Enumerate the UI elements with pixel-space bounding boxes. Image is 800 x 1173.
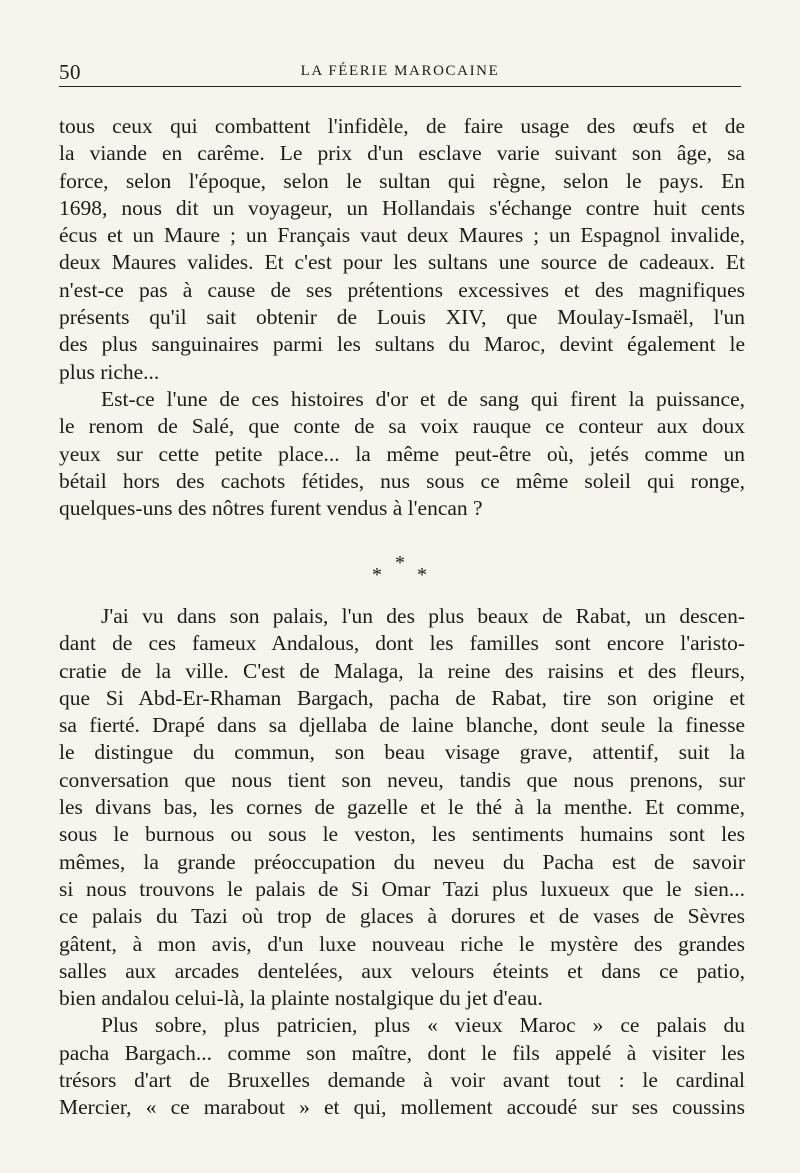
- text-line: cratie de la ville. C'est de Malaga, la reine des raisins et des fleurs,: [59, 658, 745, 683]
- text-line: yeux sur cette petite place... la même peut-être où, jetés comme un: [59, 441, 745, 466]
- text-line: des plus sanguinaires parmi les sultans du Maroc, devint également le: [59, 332, 745, 357]
- text-line: la viande en carême. Le prix d'un esclave varie suivant son âge, sa: [59, 141, 745, 166]
- text-line: les divans bas, les cornes de gazelle et le thé à la menthe. Et comme,: [59, 795, 745, 820]
- running-title: LA FÉERIE MAROCAINE: [300, 63, 500, 79]
- text-line: conversation que nous tient son neveu, tandis que nous prenons, sur: [59, 767, 745, 792]
- text-line: bien andalou celui-là, la plainte nostalgique du jet d'eau.: [59, 986, 543, 1011]
- page-number: 50: [59, 60, 81, 84]
- text-line: bétail hors des cachots fétides, nus sous ce même soleil qui ronge,: [59, 468, 745, 493]
- text-line: le renom de Salé, que conte de sa voix rauque ce conteur aux doux: [59, 414, 745, 439]
- text-line: salles aux arcades dentelées, aux velours éteints et dans ce patio,: [59, 958, 745, 983]
- asterisk: *: [395, 552, 405, 574]
- asterisk: *: [372, 564, 382, 586]
- text-line: 1698, nous dit un voyageur, un Hollandais s'échange contre huit cents: [59, 195, 745, 220]
- text-line: Plus sobre, plus patricien, plus « vieux Maroc » ce palais du: [101, 1013, 745, 1038]
- text-line: plus riche...: [59, 359, 160, 384]
- text-line: que Si Abd-Er-Rhaman Bargach, pacha de Rabat, tire son origine et: [59, 685, 745, 710]
- section-separator: [0, 552, 800, 586]
- text-line: dant de ces fameux Andalous, dont les familles sont encore l'aristo-: [59, 631, 745, 656]
- text-line: quelques-uns des nôtres furent vendus à l'encan ?: [59, 496, 483, 521]
- text-line: force, selon l'époque, selon le sultan qui règne, selon le pays. En: [59, 168, 745, 193]
- running-header: [59, 60, 741, 87]
- text-line: deux Maures valides. Et c'est pour les sultans une source de cadeaux. Et: [59, 250, 745, 275]
- section-one: [59, 113, 745, 522]
- text-line: Mercier, « ce marabout » et qui, mollement accoudé sur ses coussins: [59, 1095, 745, 1120]
- text-line: si nous trouvons le palais de Si Omar Tazi plus luxueux que le sien...: [59, 876, 745, 901]
- text-line: n'est-ce pas à cause de ses prétentions excessives et des magnifiques: [59, 277, 745, 302]
- text-line: pacha Bargach... comme son maître, dont le fils appelé à visiter les: [59, 1040, 745, 1065]
- text-line: sous le burnous ou sous le veston, les sentiments humains sont les: [59, 822, 745, 847]
- text-line: J'ai vu dans son palais, l'un des plus beaux de Rabat, un descen-: [101, 604, 745, 628]
- text-line: trésors d'art de Bruxelles demande à voir avant tout : le cardinal: [59, 1068, 745, 1093]
- asterisk: *: [417, 564, 427, 586]
- text-line: sa fierté. Drapé dans sa djellaba de laine blanche, dont seule la finesse: [59, 713, 745, 738]
- section-two: [59, 603, 745, 1122]
- text-line: gâtent, à mon avis, d'un luxe nouveau riche le mystère des grandes: [59, 931, 745, 956]
- text-line: mêmes, la grande préoccupation du neveu du Pacha est de savoir: [59, 849, 745, 874]
- text-line: écus et un Maure ; un Français vaut deux Maures ; un Espagnol invalide,: [59, 223, 745, 248]
- text-line: présents qu'il sait obtenir de Louis XIV, que Moulay-Ismaël, l'un: [59, 305, 745, 330]
- text-line: tous ceux qui combattent l'infidèle, de faire usage des œufs et de: [59, 114, 745, 138]
- text-line: ce palais du Tazi où trop de glaces à dorures et de vases de Sèvres: [59, 904, 745, 929]
- text-line: le distingue du commun, son beau visage grave, attentif, suit la: [59, 740, 745, 765]
- text-line: Est-ce l'une de ces histoires d'or et de sang qui firent la puissance,: [101, 386, 745, 411]
